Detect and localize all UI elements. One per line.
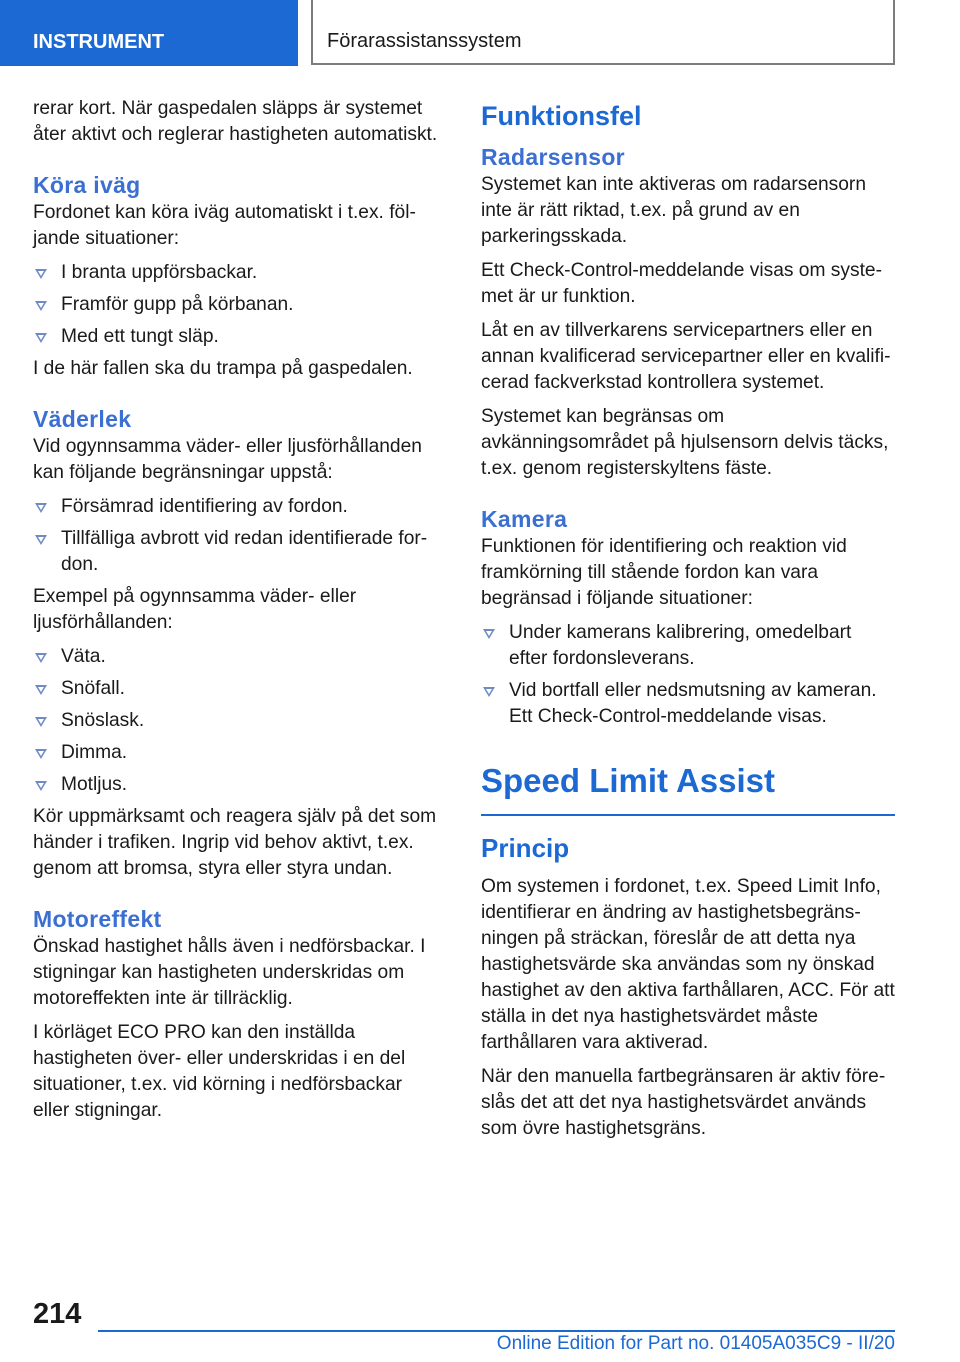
- list-item-text: Tillfälliga avbrott vid redan identifierade fordon.: [61, 528, 428, 575]
- triangle-bullet-icon: [35, 301, 47, 311]
- footer-rule: [98, 1330, 895, 1332]
- triangle-bullet-icon: [35, 749, 47, 759]
- list-item: [33, 676, 438, 702]
- paragraph-intro: rerar kort. När gaspedalen släpps är systemet åter aktivt och reglerar hastigheten automatiskt.: [33, 98, 438, 145]
- list-kamera: [481, 620, 895, 730]
- list-item-text: I branta uppförsbackar.: [61, 262, 258, 283]
- list-item: [481, 678, 895, 730]
- paragraph-radar-4: Systemet kan begränsas om avkänningsområdet på hjulsensorn delvis täcks, t.ex. genom registerskyltens fäste.: [481, 406, 889, 479]
- list-kora: [33, 260, 438, 350]
- triangle-bullet-icon: [35, 269, 47, 279]
- triangle-bullet-icon: [483, 687, 495, 697]
- list-item: [33, 772, 438, 798]
- paragraph-motoreffekt-2: I körläget ECO PRO kan den inställda hastigheten över- eller underskridas i en del situationer, t.ex. vid körning i nedförsbackar eller stigningar.: [33, 1022, 406, 1121]
- list-item: [33, 494, 438, 520]
- triangle-bullet-icon: [35, 333, 47, 343]
- header-chapter-title: Förarassistanssystem: [311, 0, 895, 65]
- triangle-bullet-icon: [35, 503, 47, 513]
- triangle-bullet-icon: [35, 535, 47, 545]
- list-item-text: Motljus.: [61, 774, 128, 795]
- list-exempel: [33, 644, 438, 798]
- list-item: [33, 260, 438, 286]
- heading-princip: Princip: [481, 833, 570, 863]
- heading-funktionsfel: Funktionsfel: [481, 101, 642, 131]
- list-item: [33, 740, 438, 766]
- list-item: [33, 526, 438, 578]
- paragraph-kor-uppmarksamt: Kör uppmärksamt och reagera själv på det som händer i trafiken. Ingrip vid behov aktivt, t.ex. genom att bromsa, styra eller styra undan.: [33, 806, 437, 879]
- paragraph-kora: Fordonet kan köra iväg automatiskt i t.ex. följande situationer:: [33, 202, 416, 249]
- paragraph-radar-1: Systemet kan inte aktiveras om radarsensorn inte är rätt riktad, t.ex. på grund av en parkeringsskada.: [481, 174, 866, 247]
- list-item: [33, 708, 438, 734]
- list-item-text: Snöslask.: [61, 710, 145, 731]
- paragraph-princip-2: När den manuella fartbegränsaren är aktiv föreslås det att det nya hastighetsvärdet används som övre hastighetsgräns.: [481, 1066, 886, 1139]
- list-item-text: Väta.: [61, 646, 106, 667]
- list-item-text: Framför gupp på körbanan.: [61, 294, 294, 315]
- list-item-text: Under kamerans kalibrering, omedelbart efter fordonsleverans.: [509, 622, 852, 669]
- list-item: [481, 620, 895, 672]
- heading-vaderlek: Väderlek: [33, 406, 132, 432]
- page-number: 214: [33, 1298, 82, 1330]
- list-vaderlek: [33, 494, 438, 578]
- right-column: [481, 96, 895, 1150]
- left-column: [33, 96, 438, 1132]
- list-item-text: Vid bortfall eller nedsmutsning av kameran. Ett Check-Control-meddelande visas.: [509, 680, 877, 727]
- heading-speed-limit-assist: Speed Limit Assist: [481, 756, 895, 816]
- list-item: [33, 324, 438, 350]
- heading-radarsensor: Radarsensor: [481, 144, 625, 170]
- heading-kamera: Kamera: [481, 506, 568, 532]
- list-item-text: Snöfall.: [61, 678, 125, 699]
- footer-edition-text: Online Edition for Part no. 01405A035C9 - II/20: [496, 1333, 895, 1354]
- paragraph-radar-2: Ett Check-Control-meddelande visas om systemet är ur funktion.: [481, 260, 882, 307]
- paragraph-exempel: Exempel på ogynnsamma väder- eller ljusförhållanden:: [33, 586, 357, 633]
- list-item-text: Dimma.: [61, 742, 128, 763]
- list-item: [33, 292, 438, 318]
- heading-motoreffekt: Motoreffekt: [33, 906, 162, 932]
- paragraph-kora-end: I de här fallen ska du trampa på gaspedalen.: [33, 358, 413, 379]
- paragraph-radar-3: Låt en av tillverkarens servicepartners eller en annan kvalificerad servicepartner eller en kvalificerad fackverkstad kontrollera systemet.: [481, 320, 891, 393]
- triangle-bullet-icon: [35, 781, 47, 791]
- heading-kora-ivag: Köra iväg: [33, 172, 141, 198]
- paragraph-motoreffekt-1: Önskad hastighet hålls även i nedförsbackar. I stigningar kan hastigheten underskridas om motoreffekten inte är tillräcklig.: [33, 936, 426, 1009]
- triangle-bullet-icon: [35, 653, 47, 663]
- triangle-bullet-icon: [483, 629, 495, 639]
- paragraph-kamera: Funktionen för identifiering och reaktion vid framkörning till stående fordon kan vara begränsad i följande situationer:: [481, 536, 847, 609]
- list-item: [33, 644, 438, 670]
- list-item-text: Med ett tungt släp.: [61, 326, 219, 347]
- paragraph-princip-1: Om systemen i fordonet, t.ex. Speed Limit Info, identifierar en ändring av hastighetsbegränsningen på sträckan, föreslår de att detta nya hastighetsvärde ska användas som ny önskad hastighet av den aktiva farthållaren, ACC. För att ställa in det nya hastighetsvärdet måste farthållaren vara aktiverad.: [481, 876, 895, 1053]
- triangle-bullet-icon: [35, 717, 47, 727]
- paragraph-vaderlek: Vid ogynnsamma väder- eller ljusförhållanden kan följande begränsningar uppstå:: [33, 436, 422, 483]
- triangle-bullet-icon: [35, 685, 47, 695]
- header-section-tab: INSTRUMENT: [0, 0, 298, 66]
- list-item-text: Försämrad identifiering av fordon.: [61, 496, 348, 517]
